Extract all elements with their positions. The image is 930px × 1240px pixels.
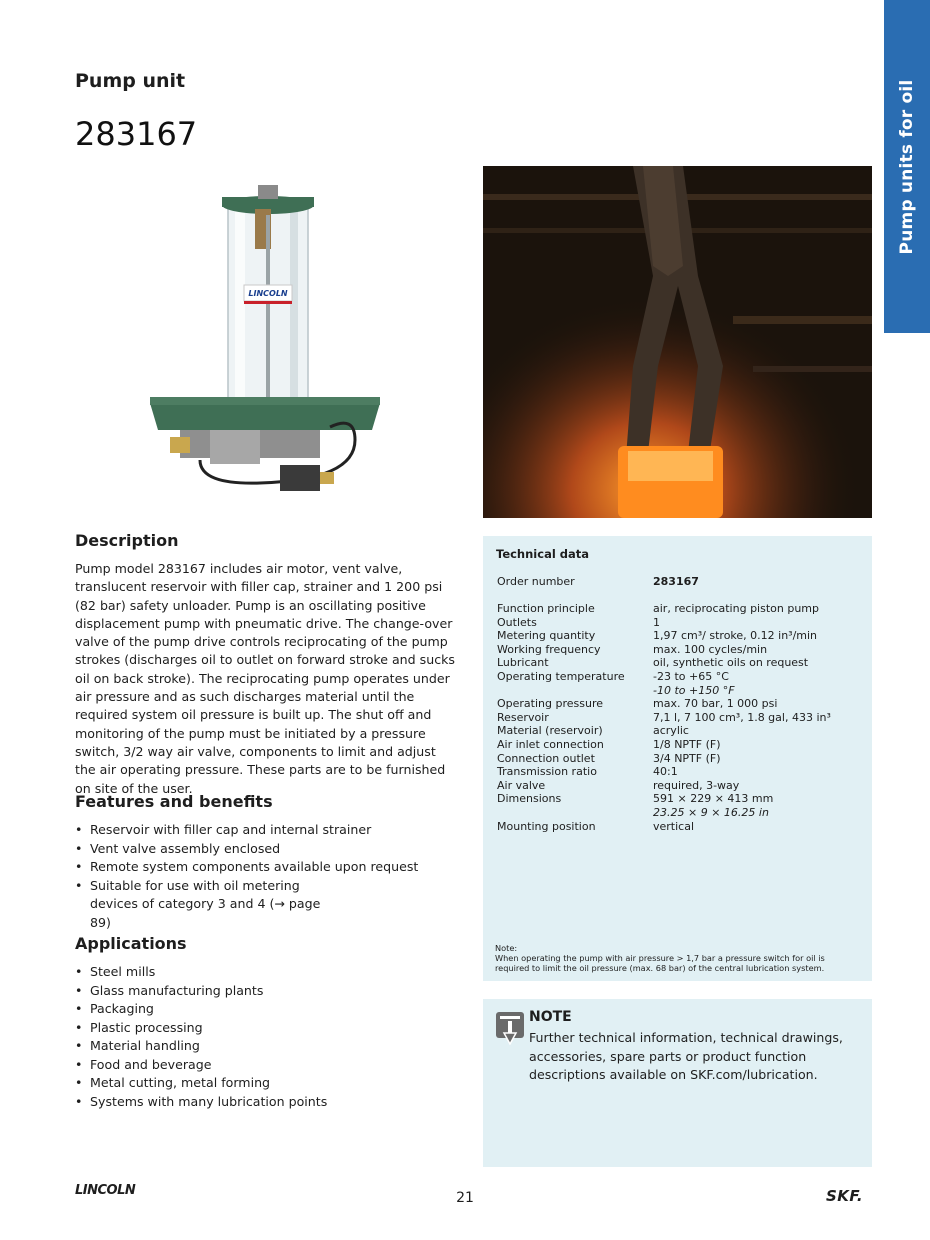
tech-key: Outlets — [497, 615, 537, 629]
list-item: • Material handling — [75, 1037, 435, 1056]
skf-logo: SKF. — [826, 1187, 864, 1205]
note-box — [483, 999, 872, 1167]
applications-heading: Applications — [75, 934, 187, 953]
list-item: • Plastic processing — [75, 1019, 435, 1038]
product-logo-text: LINCOLN — [248, 289, 288, 298]
tech-value: 1 — [653, 615, 660, 629]
list-item: • Metal cutting, metal forming — [75, 1074, 435, 1093]
tech-value: vertical — [653, 819, 695, 833]
product-kicker: Pump unit — [75, 70, 186, 92]
side-tab-label: Pump units for oil — [897, 79, 917, 254]
list-item: • Vent valve assembly enclosed — [75, 840, 435, 859]
applications-list — [75, 963, 435, 1111]
description-text: Pump model 283167 includes air motor, vent valve, translucent reservoir with filler cap, strainer and 1 200 psi (82 bar) safety unloader. Pump is an oscillating positive displacement pump with pneumatic drive. The change-over valve of the pump drive controls reciprocating of the pump strokes (discharges oil to outlet on forward stroke and sucks oil on back stroke). The reciprocating pump operates under air pressure and as such discharges material until the required system oil pressure is built up. The shut off and monitoring of the pump must be initiated by a pressure switch, 3/2 way air valve, components to limit and adjust the air operating pressure. These parts are to be furnished on site of the user. — [75, 561, 455, 796]
tech-key: Connection outlet — [497, 751, 595, 765]
tech-note-label: Note: — [495, 943, 518, 953]
list-item: • Food and beverage — [75, 1056, 435, 1075]
steel-mill-photo — [483, 166, 872, 518]
page-number: 21 — [456, 1190, 474, 1206]
features-heading: Features and benefits — [75, 792, 273, 811]
tech-value: 23.25 × 9 × 16.25 in — [653, 806, 769, 819]
tech-value: required, 3-way — [653, 778, 740, 792]
tech-note — [495, 943, 855, 974]
tech-key: Operating temperature — [497, 670, 625, 683]
tech-key: Metering quantity — [497, 629, 596, 643]
technical-data-heading: Technical data — [496, 547, 590, 561]
tech-key: Dimensions — [497, 792, 562, 806]
technical-data-box — [483, 536, 872, 981]
list-item: • Suitable for use with oil metering devices of category 3 and 4 (→ page 89) — [75, 877, 340, 933]
lincoln-logo: LINCOLN — [75, 1183, 136, 1198]
tech-value: air, reciprocating piston pump — [653, 602, 819, 615]
list-item: • Systems with many lubrication points — [75, 1093, 435, 1112]
tech-key: Function principle — [497, 602, 595, 615]
tech-value: 7,1 l, 7 100 cm³, 1.8 gal, 433 in³ — [653, 710, 831, 724]
tech-note-text: When operating the pump with air pressure > 1,7 bar a pressure switch for oil is required to limit the oil pressure (max. 68 bar) of the central lubrication system. — [495, 953, 825, 974]
tech-value: -10 to +150 °F — [653, 683, 735, 697]
tech-value: 283167 — [653, 575, 699, 588]
tech-key: Air inlet connection — [497, 738, 604, 751]
tech-value: max. 70 bar, 1 000 psi — [653, 697, 778, 711]
tech-value: -23 to +65 °C — [653, 670, 729, 683]
list-item: • Packaging — [75, 1000, 435, 1019]
tech-key: Air valve — [497, 778, 546, 792]
tech-key: Order number — [497, 575, 575, 588]
tech-value: max. 100 cycles/min — [653, 642, 768, 656]
tech-value: oil, synthetic oils on request — [653, 656, 809, 670]
tech-key: Reservoir — [497, 710, 549, 724]
section-side-tab — [884, 0, 930, 333]
list-item: • Steel mills — [75, 963, 435, 982]
description-heading: Description — [75, 531, 179, 550]
tech-key: Lubricant — [497, 656, 549, 670]
product-image — [140, 175, 400, 505]
page-title: 283167 — [75, 115, 198, 153]
tech-key: Operating pressure — [497, 697, 604, 711]
tech-value: acrylic — [653, 724, 689, 738]
tech-value: 1,97 cm³/ stroke, 0.12 in³/min — [653, 629, 818, 643]
tech-value: 1/8 NPTF (F) — [653, 738, 721, 751]
book-arrow-icon — [495, 1011, 525, 1045]
note-text: Further technical information, technical drawings, accessories, spare parts or product function descriptions available on SKF.com/lubrication. — [529, 1030, 843, 1082]
tech-key: Transmission ratio — [497, 765, 597, 779]
list-item: • Glass manufacturing plants — [75, 982, 435, 1001]
tech-key: Mounting position — [497, 819, 596, 833]
tech-value: 591 × 229 × 413 mm — [653, 792, 774, 806]
tech-value: 3/4 NPTF (F) — [653, 751, 721, 765]
tech-key: Material (reservoir) — [497, 724, 603, 738]
list-item: • Remote system components available upon request — [75, 858, 435, 877]
tech-value: 40:1 — [653, 765, 678, 779]
features-list — [75, 821, 435, 932]
tech-key: Working frequency — [497, 642, 601, 656]
list-item: • Reservoir with filler cap and internal strainer — [75, 821, 435, 840]
note-title: NOTE — [529, 1009, 572, 1025]
